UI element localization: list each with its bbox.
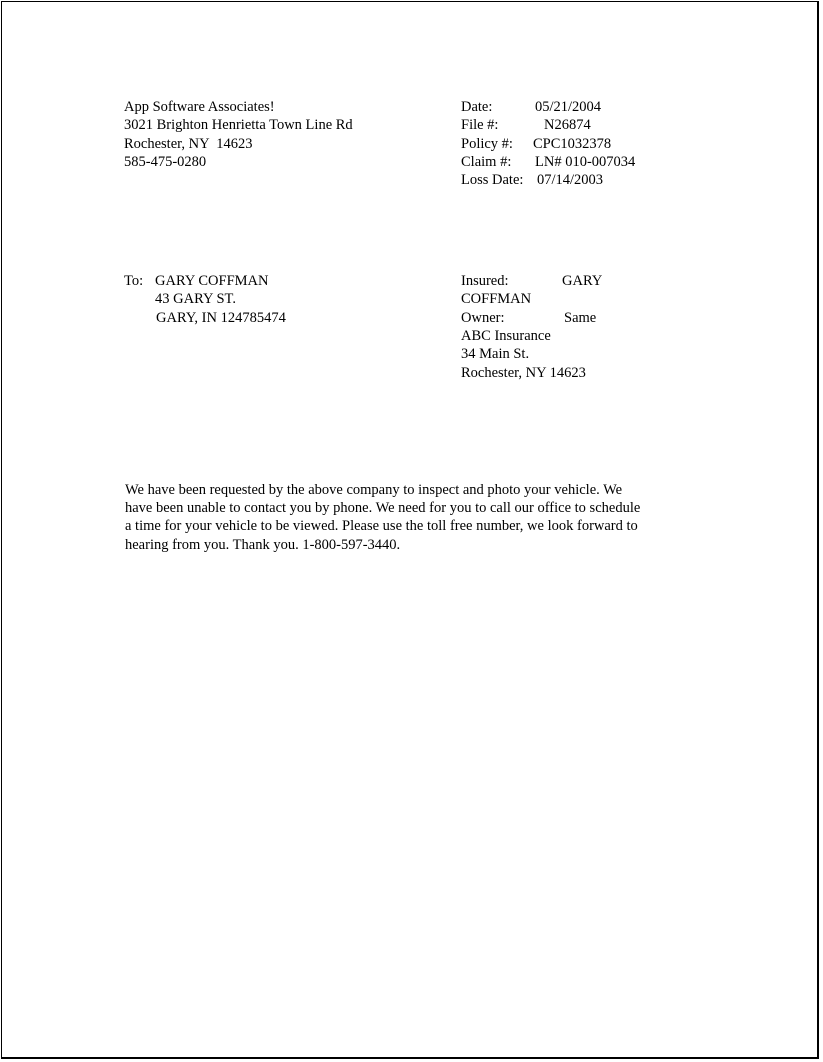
body-line: have been unable to contact you by phone. We need for you to call our office to schedule [125, 500, 641, 517]
policy-label: Policy #: [461, 136, 513, 152]
insurance-company-street: 34 Main St. [461, 346, 530, 362]
insurance-company: ABC Insurance [461, 328, 551, 344]
letter-body [125, 481, 705, 554]
sender-name: App Software Associates! [124, 99, 275, 115]
file-label: File #: [461, 117, 499, 133]
date-value: 05/21/2004 [535, 99, 602, 115]
file-value: N26874 [544, 117, 591, 133]
insured-last-name: COFFMAN [461, 291, 532, 307]
body-line: hearing from you. Thank you. 1-800-597-3440. [125, 536, 401, 553]
claim-label: Claim #: [461, 154, 512, 170]
insurance-company-city: Rochester, NY 14623 [461, 365, 586, 381]
recipient-city-state-zip: GARY, IN 124785474 [156, 310, 286, 326]
loss-date-value: 07/14/2003 [537, 172, 604, 188]
sender-street: 3021 Brighton Henrietta Town Line Rd [124, 117, 353, 133]
body-line: a time for your vehicle to be viewed. Please use the toll free number, we look forward to [125, 518, 638, 535]
recipient-street: 43 GARY ST. [155, 291, 236, 307]
letter-page [1, 1, 819, 1059]
insured-first-name: GARY [562, 273, 603, 289]
date-label: Date: [461, 99, 493, 115]
loss-date-label: Loss Date: [461, 172, 524, 188]
recipient-name: GARY COFFMAN [155, 273, 269, 289]
claim-value: LN# 010-007034 [535, 154, 636, 170]
owner-value: Same [564, 310, 597, 326]
policy-value: CPC1032378 [533, 136, 612, 152]
to-label: To: [124, 273, 144, 289]
owner-label: Owner: [461, 310, 505, 326]
sender-phone: 585-475-0280 [124, 154, 207, 170]
insured-label: Insured: [461, 273, 509, 289]
body-line: We have been requested by the above company to inspect and photo your vehicle. We [125, 482, 623, 498]
sender-city-state-zip: Rochester, NY 14623 [124, 136, 253, 152]
